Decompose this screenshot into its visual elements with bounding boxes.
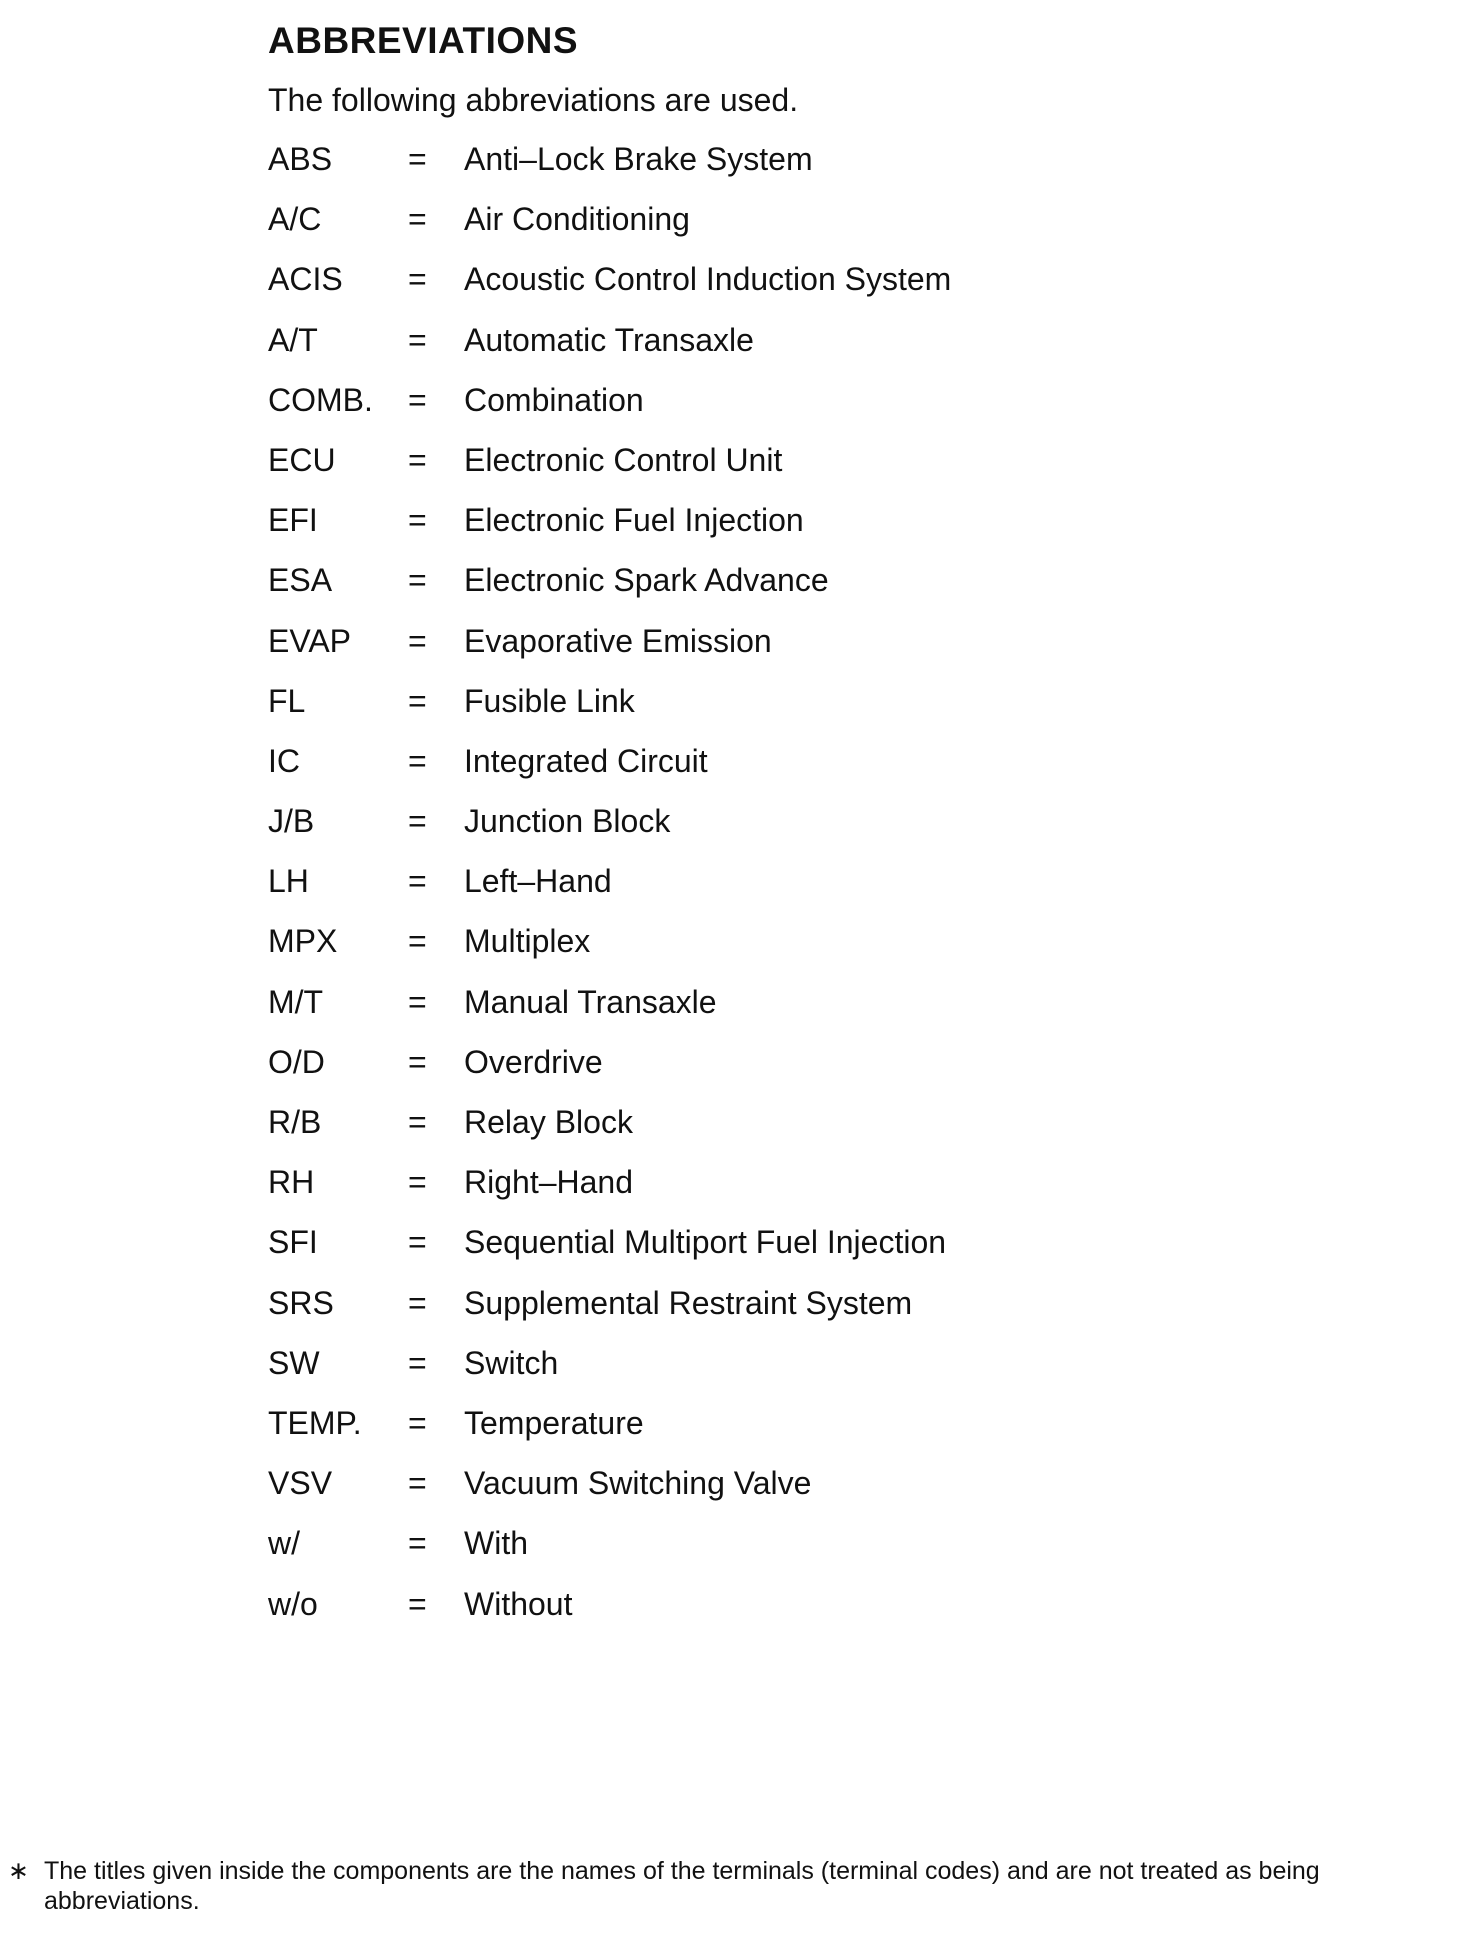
- abbreviation-code: A/T: [268, 321, 318, 358]
- equals-sign: =: [408, 321, 427, 358]
- abbreviation-code: J/B: [268, 803, 315, 840]
- abbreviation-code: LH: [268, 863, 309, 900]
- abbreviation-meaning: Fusible Link: [464, 682, 635, 719]
- abbreviation-row: [268, 1524, 951, 1584]
- equals-sign: =: [408, 441, 427, 478]
- abbreviation-meaning: Temperature: [464, 1404, 644, 1441]
- abbreviation-row: [268, 922, 951, 982]
- abbreviation-row: [268, 441, 951, 501]
- asterisk-icon: ∗: [8, 1857, 29, 1885]
- abbreviation-row: [268, 802, 951, 862]
- abbreviation-row: [268, 321, 951, 381]
- abbreviation-code: EVAP: [268, 622, 351, 659]
- abbreviation-code: ECU: [268, 441, 336, 478]
- abbreviation-row: [268, 1043, 951, 1103]
- abbreviation-row: [268, 1585, 951, 1645]
- equals-sign: =: [408, 742, 427, 779]
- abbreviation-row: [268, 682, 951, 742]
- abbreviation-code: VSV: [268, 1465, 333, 1502]
- abbreviation-meaning: Junction Block: [464, 803, 671, 840]
- abbreviation-meaning: Electronic Spark Advance: [464, 562, 829, 599]
- equals-sign: =: [408, 682, 427, 719]
- equals-sign: =: [408, 381, 427, 418]
- abbreviation-meaning: Anti–Lock Brake System: [464, 141, 813, 177]
- equals-sign: =: [408, 1525, 427, 1562]
- abbreviation-code: TEMP.: [268, 1404, 362, 1441]
- abbreviation-row: [268, 561, 951, 621]
- abbreviation-code: ACIS: [268, 261, 343, 298]
- abbreviation-meaning: Sequential Multiport Fuel Injection: [464, 1224, 947, 1261]
- equals-sign: =: [408, 261, 427, 298]
- abbreviation-code: w/: [268, 1525, 300, 1562]
- abbreviation-meaning: Without: [464, 1585, 573, 1622]
- abbreviation-meaning: Manual Transaxle: [464, 983, 717, 1020]
- abbreviation-code: O/D: [268, 1043, 325, 1080]
- abbreviation-code: COMB.: [268, 381, 373, 418]
- abbreviation-code: w/o: [268, 1585, 318, 1622]
- abbreviation-code: SRS: [268, 1284, 334, 1321]
- abbreviation-code: ABS: [268, 141, 333, 177]
- abbreviation-meaning: Supplemental Restraint System: [464, 1284, 913, 1321]
- equals-sign: =: [408, 1404, 427, 1441]
- equals-sign: =: [408, 983, 427, 1020]
- equals-sign: =: [408, 1585, 427, 1622]
- equals-sign: =: [408, 622, 427, 659]
- abbreviation-meaning: Electronic Control Unit: [464, 441, 783, 478]
- abbreviation-code: SW: [268, 1344, 320, 1381]
- abbreviation-row: [268, 1344, 951, 1404]
- abbreviation-row: [268, 260, 951, 320]
- abbreviation-meaning: Combination: [464, 381, 644, 418]
- abbreviation-meaning: Multiplex: [464, 923, 591, 960]
- abbreviation-list: [268, 140, 951, 1645]
- abbreviation-row: [268, 200, 951, 260]
- equals-sign: =: [408, 1104, 427, 1140]
- equals-sign: =: [408, 863, 427, 900]
- equals-sign: =: [408, 803, 427, 840]
- equals-sign: =: [408, 1164, 427, 1201]
- abbreviation-meaning: Acoustic Control Induction System: [464, 261, 952, 298]
- abbreviation-code: A/C: [268, 201, 322, 238]
- equals-sign: =: [408, 1284, 427, 1321]
- abbreviation-code: FL: [268, 682, 306, 719]
- abbreviation-row: [268, 1103, 951, 1163]
- abbreviation-meaning: Relay Block: [464, 1104, 633, 1140]
- abbreviation-row: [268, 1404, 951, 1464]
- equals-sign: =: [408, 141, 427, 177]
- footnote: [6, 1856, 1446, 1916]
- abbreviation-code: RH: [268, 1164, 315, 1201]
- footnote-text: The titles given inside the components are the names of the terminals (terminal codes) and are not treated as being abbreviations.: [44, 1857, 1320, 1915]
- abbreviation-row: [268, 622, 951, 682]
- abbreviation-code: ESA: [268, 562, 333, 599]
- abbreviation-meaning: Vacuum Switching Valve: [464, 1465, 812, 1502]
- abbreviation-row: [268, 1464, 951, 1524]
- abbreviation-meaning: With: [464, 1525, 528, 1562]
- equals-sign: =: [408, 201, 427, 238]
- abbreviation-meaning: Overdrive: [464, 1043, 603, 1080]
- abbreviation-row: [268, 140, 951, 200]
- abbreviation-row: [268, 381, 951, 441]
- equals-sign: =: [408, 1224, 427, 1261]
- equals-sign: =: [408, 502, 427, 539]
- abbreviation-row: [268, 742, 951, 802]
- abbreviation-meaning: Automatic Transaxle: [464, 321, 754, 358]
- abbreviation-code: M/T: [268, 983, 324, 1020]
- abbreviation-meaning: Left–Hand: [464, 863, 612, 900]
- abbreviation-meaning: Switch: [464, 1344, 559, 1381]
- abbreviation-meaning: Right–Hand: [464, 1164, 633, 1201]
- intro-text: The following abbreviations are used.: [268, 82, 799, 118]
- abbreviation-code: R/B: [268, 1104, 322, 1140]
- abbreviation-meaning: Evaporative Emission: [464, 622, 772, 659]
- abbreviation-code: EFI: [268, 502, 318, 539]
- equals-sign: =: [408, 1043, 427, 1080]
- abbreviation-row: [268, 1284, 951, 1344]
- equals-sign: =: [408, 923, 427, 960]
- page-title: ABBREVIATIONS: [268, 20, 579, 61]
- abbreviation-row: [268, 862, 951, 922]
- equals-sign: =: [408, 1344, 427, 1381]
- abbreviation-meaning: Air Conditioning: [464, 201, 690, 238]
- abbreviation-row: [268, 983, 951, 1043]
- abbreviation-row: [268, 1223, 951, 1283]
- equals-sign: =: [408, 1465, 427, 1502]
- abbreviation-code: MPX: [268, 923, 338, 960]
- abbreviation-meaning: Electronic Fuel Injection: [464, 502, 804, 539]
- abbreviation-row: [268, 501, 951, 561]
- abbreviation-code: SFI: [268, 1224, 318, 1261]
- abbreviation-code: IC: [268, 742, 300, 779]
- abbreviation-row: [268, 1163, 951, 1223]
- abbreviation-meaning: Integrated Circuit: [464, 742, 708, 779]
- equals-sign: =: [408, 562, 427, 599]
